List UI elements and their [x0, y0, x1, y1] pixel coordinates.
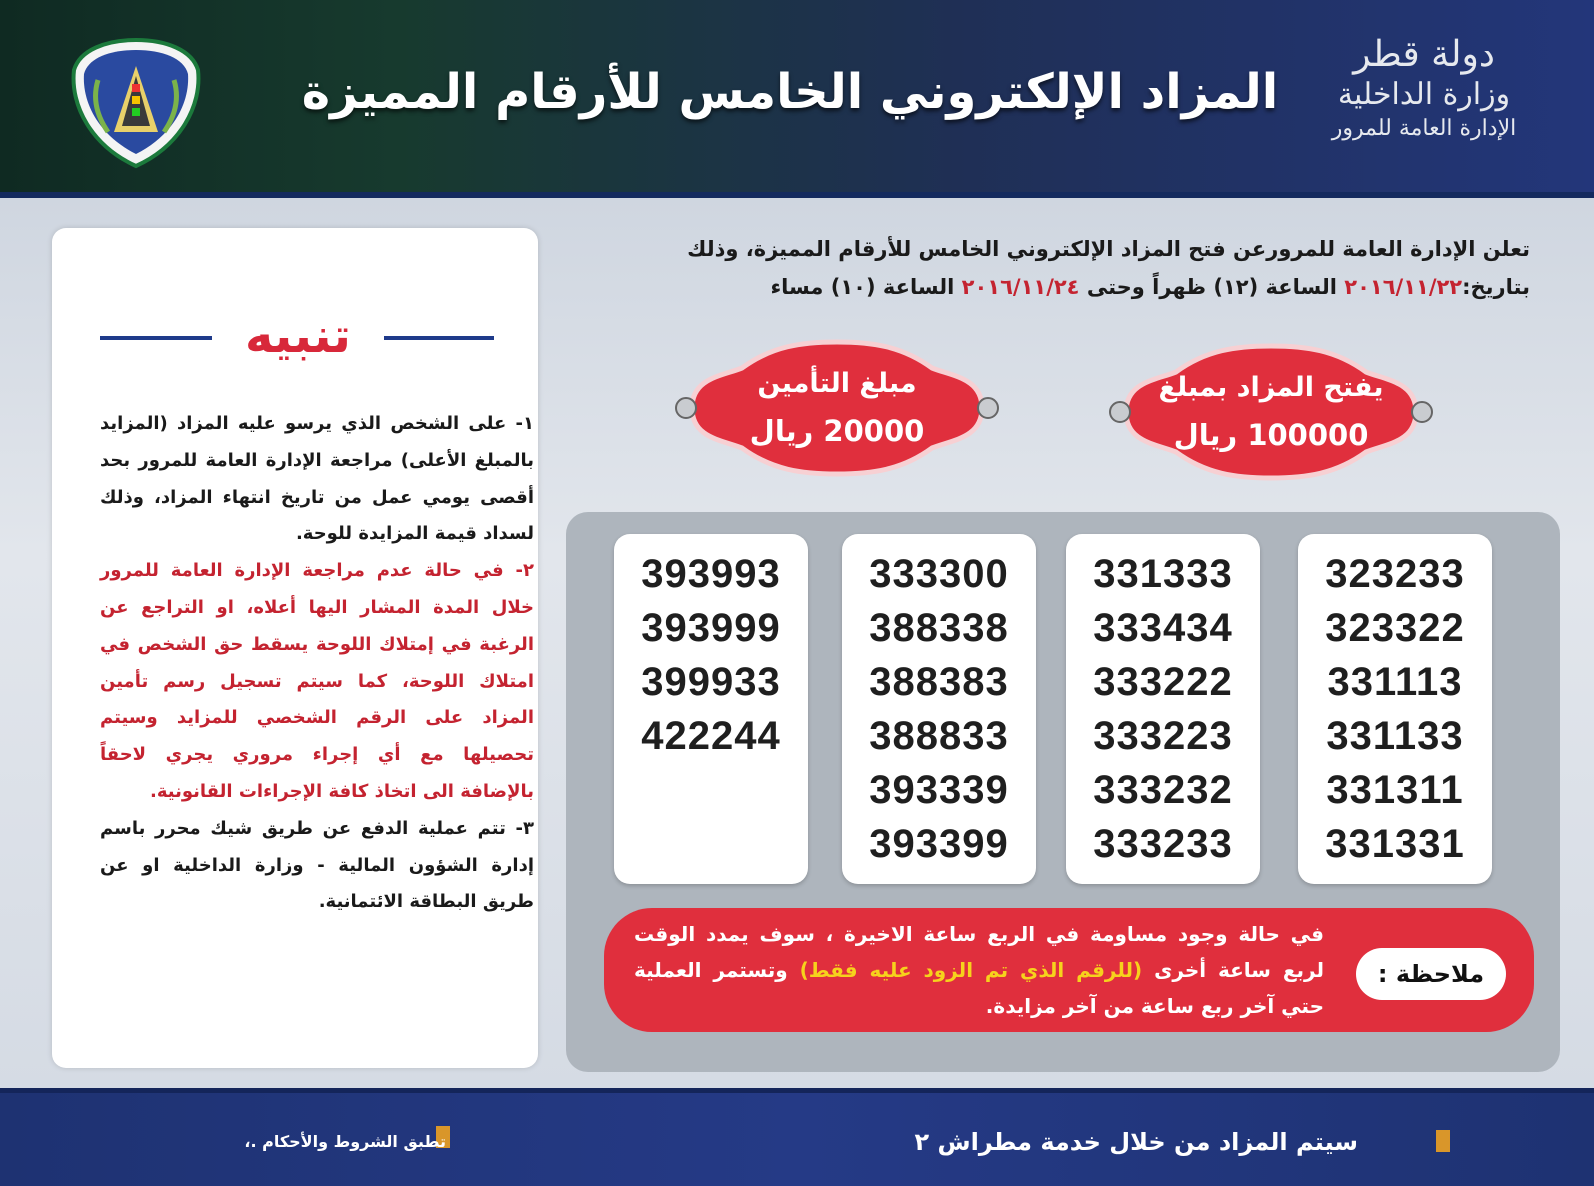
insurance-amount-value: 20000 ريال: [749, 414, 925, 448]
announcement-line-1: تعلن الإدارة العامة للمرورعن فتح المزاد الإلكتروني الخامس للأرقام المميزة، وذلك: [687, 237, 1530, 261]
plate-number: 333233: [1093, 822, 1233, 866]
plate-number: 331133: [1326, 714, 1464, 758]
remark-text-part-2: وتستمر العملية حتي آخر ربع ساعة من آخر مزايدة.: [634, 958, 1324, 1018]
notice-text: [100, 406, 534, 921]
plate-number: 333300: [869, 552, 1009, 596]
insurance-amount-label: مبلغ التأمين: [757, 368, 917, 399]
plate-number: 331113: [1327, 660, 1463, 704]
plate-number: 333232: [1093, 768, 1233, 812]
plate-number: 331331: [1325, 822, 1465, 866]
notice-header: [52, 308, 538, 368]
end-date: ٢٠١٦/١١/٢٤: [961, 275, 1080, 299]
plate-number: 399933: [641, 660, 781, 704]
footer-bullet-icon: [1436, 1130, 1450, 1152]
remark-banner: [604, 908, 1534, 1032]
badge-plate-shape-icon: [1086, 342, 1456, 482]
notice-item-3: ٣- تتم عملية الدفع عن طريق شيك محرر باسم إدارة الشؤون المالية - وزارة الداخلية او عن طريق البطاقة الائتمانية.: [100, 817, 534, 913]
start-date: ٢٠١٦/١١/٢٢: [1344, 275, 1463, 299]
notice-item-1: ١- على الشخص الذي يرسو عليه المزاد (المزايد بالمبلغ الأعلى) مراجعة الإدارة العامة للمرور بحد أقصى يومي عمل من تاريخ انتهاء المزاد، وذلك لسداد قيمة المزايدة للوحة.: [100, 413, 534, 545]
date-prefix: بتاريخ:: [1462, 275, 1530, 299]
plate-number: 333223: [1093, 714, 1233, 758]
footer-terms-text: تطبق الشروط والأحكام .،: [244, 1132, 446, 1151]
announcement-line-2: [590, 268, 1530, 306]
header-banner: [0, 0, 1594, 198]
footer-bar: [0, 1088, 1594, 1186]
date-suffix: الساعة (١٠) مساء: [770, 275, 962, 299]
plate-number: 331311: [1326, 768, 1464, 812]
footer-service-text: سيتم المزاد من خلال خدمة مطراش ٢: [914, 1128, 1358, 1156]
notice-title: تنبيه: [245, 308, 351, 364]
plate-number: 333222: [1093, 660, 1233, 704]
remark-text: [634, 916, 1324, 1024]
plate-number: 323233: [1325, 552, 1465, 596]
announcement-text: [590, 230, 1530, 306]
traffic-department-logo-icon: [68, 36, 204, 170]
plate-number: 323322: [1325, 606, 1465, 650]
numbers-column-2: [1066, 534, 1260, 884]
date-middle: الساعة (١٢) ظهراً وحتى: [1079, 275, 1345, 299]
notice-panel: [52, 228, 538, 1068]
ministry-emblem-text: [1314, 34, 1534, 144]
plate-number: 393339: [869, 768, 1009, 812]
plate-number: 393993: [641, 552, 781, 596]
plate-number: 388833: [869, 714, 1009, 758]
badge-plate-shape-icon: [652, 338, 1022, 478]
remark-highlight: (للرقم الذي تم الزود عليه فقط): [799, 958, 1143, 982]
insurance-amount-badge: [652, 338, 1022, 478]
plate-number: 393399: [869, 822, 1009, 866]
remark-text-part-1: في حالة وجود مساومة في الربع ساعة الاخيرة ، سوف يمدد الوقت لربع ساعة أخرى: [634, 922, 1324, 982]
remark-label: ملاحظة :: [1356, 948, 1506, 1000]
notice-divider-right: [384, 336, 494, 340]
numbers-column-4: [614, 534, 808, 884]
ministry-line-traffic: الإدارة العامة للمرور: [1331, 116, 1517, 141]
plate-number: 333434: [1093, 606, 1233, 650]
opening-amount-value: 100000 ريال: [1173, 418, 1369, 452]
plate-number: 331333: [1093, 552, 1233, 596]
numbers-column-3: [842, 534, 1036, 884]
opening-amount-badge: [1086, 342, 1456, 482]
numbers-column-1: [1298, 534, 1492, 884]
plate-number: 388383: [869, 660, 1009, 704]
ministry-line-state: دولة قطر: [1353, 34, 1495, 75]
page-title: المزاد الإلكتروني الخامس للأرقام المميزة: [301, 64, 1279, 120]
opening-amount-label: يفتح المزاد بمبلغ: [1158, 372, 1384, 403]
plate-number: 422244: [641, 714, 781, 758]
plate-number: 393999: [641, 606, 781, 650]
plate-number: 388338: [869, 606, 1009, 650]
notice-item-2: ٢- في حالة عدم مراجعة الإدارة العامة للمرور خلال المدة المشار اليها أعلاه، او التراجع عن الرغبة في إمتلاك اللوحة يسقط حق الشخص في امتلاك اللوحة، كما سيتم تسجيل رسم تأمين المزاد على الرقم الشخصي للمزايد وسيتم تحصيلها مع أي إجراء مروري يجري لاحقاً بالإضافة الى اتخاذ كافة الإجراءات القانونية.: [100, 560, 534, 802]
notice-divider-left: [100, 336, 212, 340]
ministry-line-interior: وزارة الداخلية: [1337, 77, 1511, 112]
